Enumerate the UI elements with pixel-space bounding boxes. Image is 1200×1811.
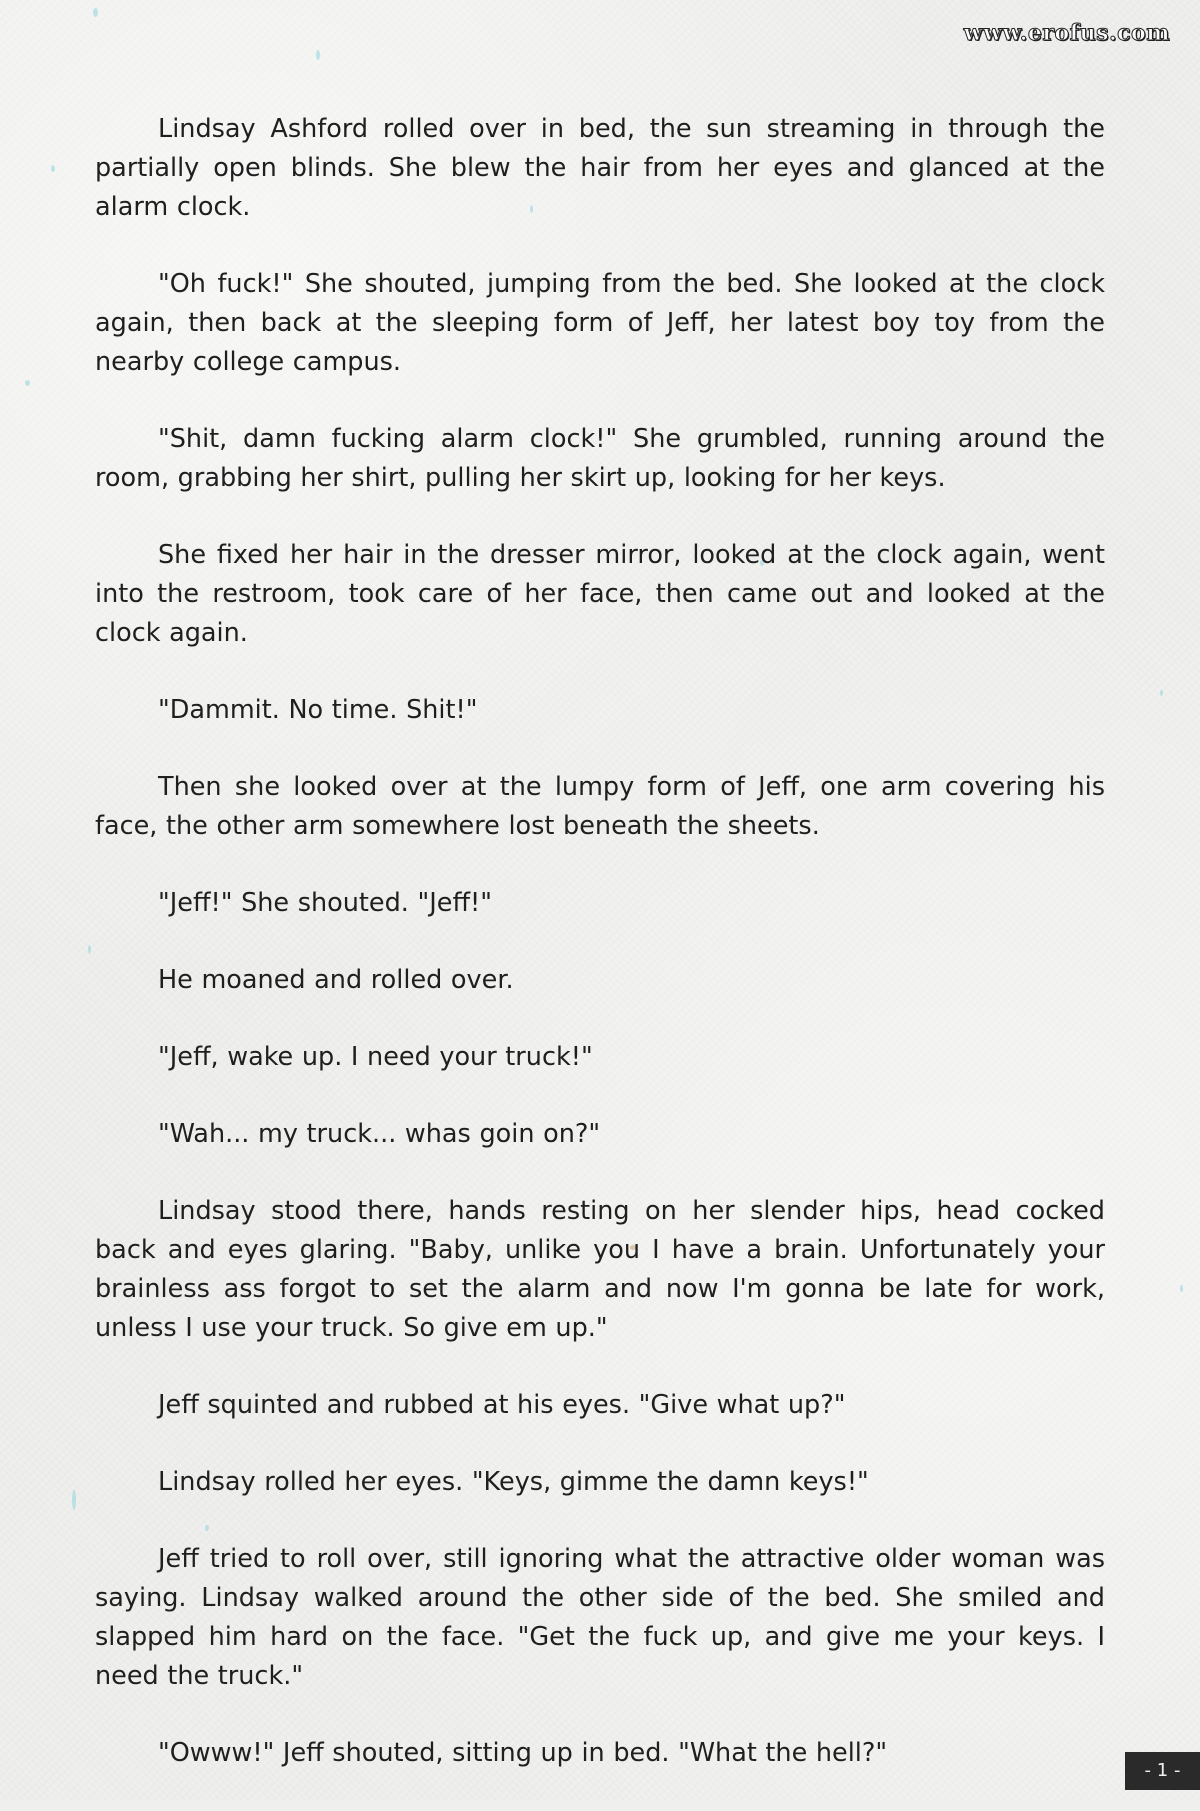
paragraph: "Jeff!" She shouted. "Jeff!" (158, 888, 492, 918)
paper-speck (1180, 1285, 1183, 1292)
paper-speck (316, 50, 320, 60)
paragraph: Jeff squinted and rubbed at his eyes. "Give what up?" (158, 1390, 846, 1420)
paper-speck (72, 1490, 76, 1510)
story-text (95, 110, 1105, 1811)
paragraph: "Jeff, wake up. I need your truck!" (158, 1042, 593, 1072)
site-watermark: www.erofus.com (963, 20, 1170, 46)
paragraph: Lindsay Ashford rolled over in bed, the sun streaming in through the partially open blinds. She blew the hair from her eyes and glanced at the alarm clock. (95, 114, 1105, 222)
paragraph: Lindsay stood there, hands resting on her slender hips, head cocked back and eyes glaring. "Baby, unlike you I have a brain. Unfortunately your brainless ass forgot to set the alarm and now I'm gonna be late for work, unless I use your truck. So give em up." (95, 1196, 1105, 1343)
paragraph: "Oh fuck!" She shouted, jumping from the bed. She looked at the clock again, then back at the sleeping form of Jeff, her latest boy toy from the nearby college campus. (95, 269, 1105, 377)
paragraph: "Dammit. No time. Shit!" (158, 695, 478, 725)
paragraph: "Owww!" Jeff shouted, sitting up in bed. "What the hell?" (158, 1738, 888, 1768)
paper-speck (93, 8, 98, 17)
page-number: - 1 - (1125, 1752, 1200, 1790)
paper-speck (88, 945, 91, 954)
paragraph: She fixed her hair in the dresser mirror, looked at the clock again, went into the restroom, took care of her face, then came out and looked at the clock again. (95, 540, 1105, 648)
paragraph: Then she looked over at the lumpy form of Jeff, one arm covering his face, the other arm somewhere lost beneath the sheets. (95, 772, 1105, 841)
paper-speck (51, 165, 55, 172)
paragraph: Jeff tried to roll over, still ignoring what the attractive older woman was saying. Lindsay walked around the other side of the bed. She smiled and slapped him hard on the face. "Get the fuck up, and give me your keys. I need the truck." (95, 1544, 1105, 1691)
paper-speck (25, 380, 30, 386)
paragraph: He moaned and rolled over. (158, 965, 514, 995)
paragraph: "Shit, damn fucking alarm clock!" She grumbled, running around the room, grabbing her shirt, pulling her skirt up, looking for her keys. (95, 424, 1105, 493)
paper-speck (1160, 690, 1163, 696)
paragraph: Lindsay rolled her eyes. "Keys, gimme the damn keys!" (158, 1467, 869, 1497)
paragraph: "Wah... my truck... whas goin on?" (158, 1119, 601, 1149)
